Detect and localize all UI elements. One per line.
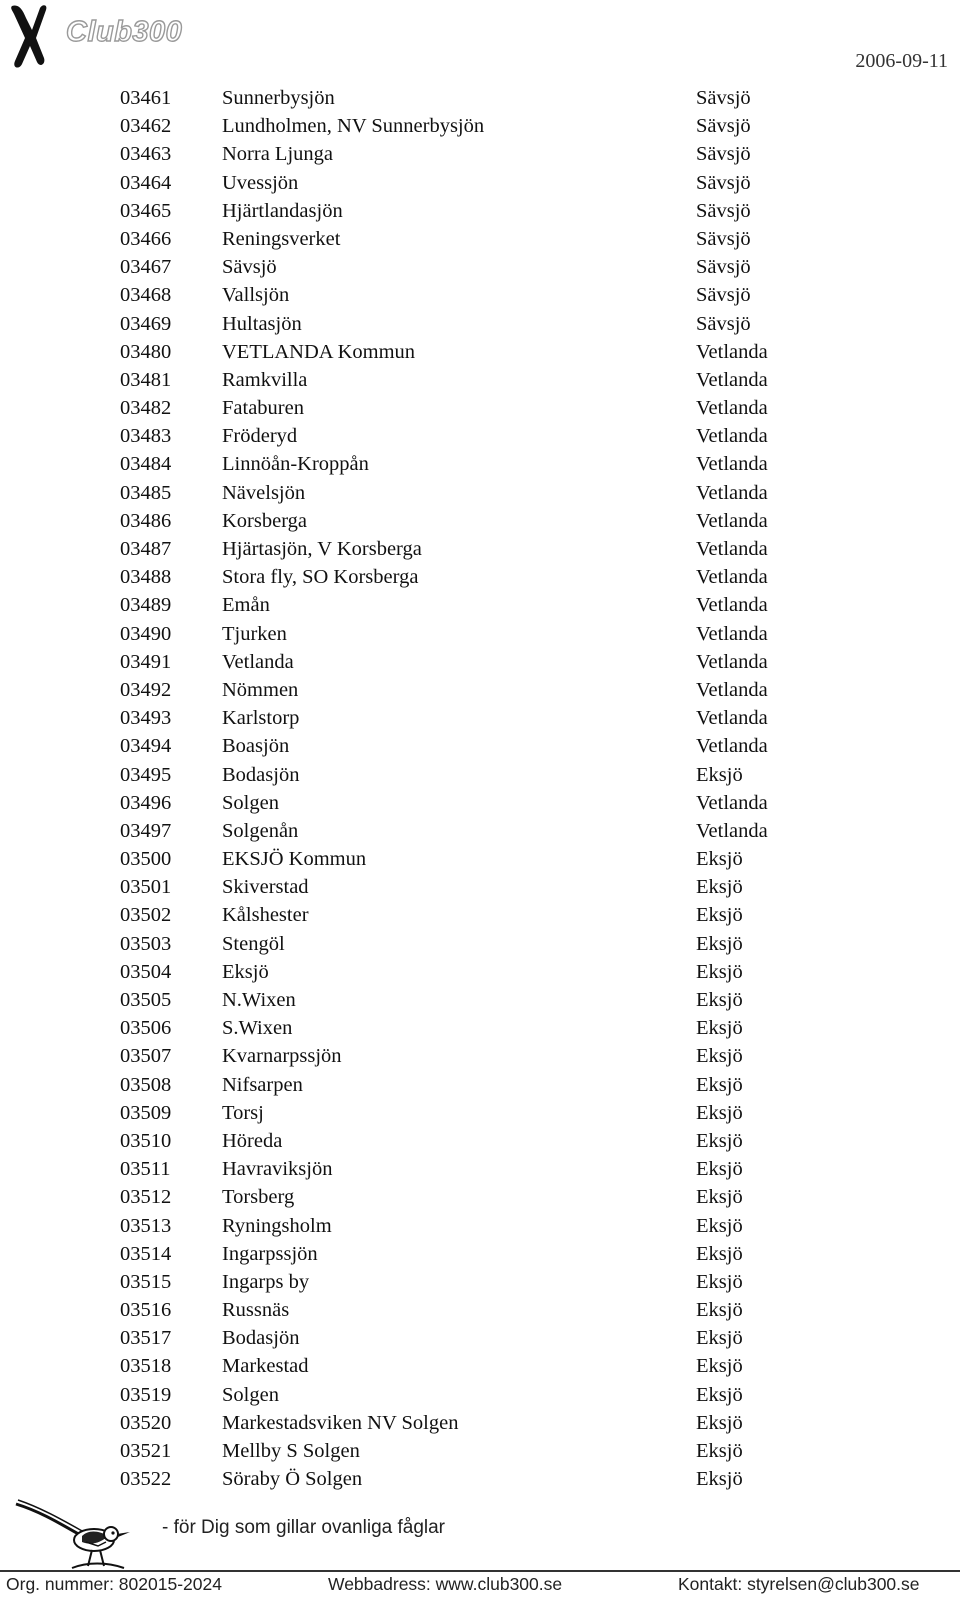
table-row xyxy=(0,1324,960,1352)
site-name: Söraby Ö Solgen xyxy=(222,1468,363,1491)
site-code: 03487 xyxy=(120,538,172,560)
bird-drawing-icon xyxy=(12,1496,132,1572)
site-code: 03512 xyxy=(120,1186,172,1209)
site-municipality: Sävsjö xyxy=(696,284,751,307)
site-code: 03491 xyxy=(120,650,172,673)
site-code: 03517 xyxy=(120,1327,172,1350)
site-name: Markestadsviken NV Solgen xyxy=(222,1411,459,1434)
table-row xyxy=(0,310,960,338)
site-code: 03508 xyxy=(120,1073,172,1096)
table-row xyxy=(0,1099,960,1127)
site-code: 03486 xyxy=(120,509,172,532)
footer-web-address[interactable]: Webbadress: www.club300.se xyxy=(328,1574,563,1594)
site-municipality: Vetlanda xyxy=(696,594,768,617)
site-code: 03488 xyxy=(120,566,172,589)
site-name: Bodasjön xyxy=(222,1327,300,1350)
site-code: 03520 xyxy=(120,1411,172,1434)
site-municipality: Vetlanda xyxy=(696,791,768,814)
site-name: Eksjö xyxy=(222,960,269,983)
site-code: 03521 xyxy=(120,1440,172,1462)
site-code: 03466 xyxy=(120,227,172,250)
site-municipality: Vetlanda xyxy=(696,481,768,504)
site-name: Mellby S Solgen xyxy=(222,1440,360,1462)
site-municipality: Vetlanda xyxy=(696,368,768,391)
site-code: 03490 xyxy=(120,622,172,645)
site-name: Torsj xyxy=(222,1101,264,1124)
table-row xyxy=(0,338,960,366)
site-code: 03514 xyxy=(120,1242,172,1265)
site-code: 03469 xyxy=(120,312,172,335)
site-municipality: Eksjö xyxy=(696,1355,743,1378)
table-row xyxy=(0,1437,960,1465)
site-municipality: Eksjö xyxy=(696,1411,743,1434)
site-name: Ingarpssjön xyxy=(222,1242,318,1265)
table-row xyxy=(0,1352,960,1380)
site-code: 03511 xyxy=(120,1158,171,1181)
site-name: Stengöl xyxy=(222,932,285,955)
site-municipality: Eksjö xyxy=(696,1383,743,1406)
site-code: 03500 xyxy=(120,848,172,871)
table-row xyxy=(0,732,960,760)
site-name: Nävelsjön xyxy=(222,481,306,504)
table-row xyxy=(0,1296,960,1324)
site-name: Ingarps by xyxy=(222,1270,310,1293)
table-row xyxy=(0,1409,960,1437)
site-municipality: Vetlanda xyxy=(696,509,768,532)
site-name: Linnöån-Kroppån xyxy=(222,453,369,476)
table-row xyxy=(0,873,960,901)
site-name: Solgen xyxy=(222,791,279,814)
site-municipality: Eksjö xyxy=(696,1073,743,1096)
site-code: 03496 xyxy=(120,791,172,814)
table-row xyxy=(0,84,960,112)
site-name: Skiverstad xyxy=(222,876,309,899)
table-row xyxy=(0,507,960,535)
site-code: 03465 xyxy=(120,199,172,222)
table-row xyxy=(0,169,960,197)
table-row xyxy=(0,789,960,817)
site-list xyxy=(0,84,960,1493)
site-name: Korsberga xyxy=(222,509,308,532)
site-name: Emån xyxy=(222,594,270,617)
site-code: 03495 xyxy=(120,763,172,786)
site-code: 03515 xyxy=(120,1270,172,1293)
table-row xyxy=(0,1381,960,1409)
table-row xyxy=(0,761,960,789)
table-row xyxy=(0,112,960,140)
table-row xyxy=(0,563,960,591)
site-municipality: Sävsjö xyxy=(696,115,751,138)
table-row xyxy=(0,845,960,873)
table-row xyxy=(0,1071,960,1099)
site-municipality: Eksjö xyxy=(696,1468,743,1491)
table-row xyxy=(0,281,960,309)
site-code: 03467 xyxy=(120,256,172,279)
table-row xyxy=(0,1465,960,1493)
site-code: 03489 xyxy=(120,594,172,617)
site-code: 03485 xyxy=(120,481,172,504)
site-municipality: Vetlanda xyxy=(696,566,768,589)
site-municipality: Eksjö xyxy=(696,904,743,927)
site-name: Reningsverket xyxy=(222,227,341,250)
table-row xyxy=(0,817,960,845)
site-name: Kålshester xyxy=(222,904,309,927)
site-name: Höreda xyxy=(222,1129,283,1152)
site-code: 03464 xyxy=(120,171,172,194)
site-municipality: Vetlanda xyxy=(696,453,768,476)
table-row xyxy=(0,1014,960,1042)
table-row xyxy=(0,930,960,958)
site-name: Hjärtasjön, V Korsberga xyxy=(222,538,422,560)
site-code: 03519 xyxy=(120,1383,172,1406)
footer-contact[interactable]: Kontakt: styrelsen@club300.se xyxy=(678,1574,920,1594)
table-row xyxy=(0,986,960,1014)
table-row xyxy=(0,1127,960,1155)
table-row xyxy=(0,197,960,225)
site-name: S.Wixen xyxy=(222,1017,293,1040)
site-municipality: Sävsjö xyxy=(696,256,751,279)
table-row xyxy=(0,1212,960,1240)
site-municipality: Eksjö xyxy=(696,1214,743,1237)
site-code: 03484 xyxy=(120,453,172,476)
table-row xyxy=(0,1268,960,1296)
site-municipality: Sävsjö xyxy=(696,143,751,166)
site-code: 03483 xyxy=(120,425,172,448)
site-name: Nömmen xyxy=(222,678,299,701)
site-name: Ryningsholm xyxy=(222,1214,332,1237)
site-code: 03522 xyxy=(120,1468,172,1491)
site-code: 03503 xyxy=(120,932,172,955)
site-code: 03480 xyxy=(120,340,172,363)
site-code: 03509 xyxy=(120,1101,172,1124)
x-logo-icon xyxy=(4,0,64,72)
site-name: Tjurken xyxy=(222,622,287,645)
site-name: Solgenån xyxy=(222,819,299,842)
site-name: Kvarnarpssjön xyxy=(222,1045,342,1068)
site-municipality: Vetlanda xyxy=(696,397,768,420)
site-name: Hjärtlandasjön xyxy=(222,199,343,222)
site-municipality: Vetlanda xyxy=(696,707,768,730)
site-name: Karlstorp xyxy=(222,707,300,730)
site-name: N.Wixen xyxy=(222,989,296,1011)
site-municipality: Vetlanda xyxy=(696,819,768,842)
site-municipality: Sävsjö xyxy=(696,171,751,194)
table-row xyxy=(0,958,960,986)
site-municipality: Sävsjö xyxy=(696,227,751,250)
table-row xyxy=(0,1240,960,1268)
site-name: Stora fly, SO Korsberga xyxy=(222,566,419,589)
table-row xyxy=(0,394,960,422)
site-municipality: Eksjö xyxy=(696,763,743,786)
site-municipality: Eksjö xyxy=(696,1440,743,1462)
site-municipality: Vetlanda xyxy=(696,678,768,701)
table-row xyxy=(0,676,960,704)
table-row xyxy=(0,366,960,394)
site-name: Nifsarpen xyxy=(222,1073,303,1096)
site-municipality: Vetlanda xyxy=(696,425,768,448)
site-name: Bodasjön xyxy=(222,763,300,786)
site-name: Vetlanda xyxy=(222,650,294,673)
site-name: Torsberg xyxy=(222,1186,295,1209)
site-municipality: Eksjö xyxy=(696,1299,743,1322)
site-code: 03492 xyxy=(120,678,172,701)
table-row xyxy=(0,1042,960,1070)
site-municipality: Sävsjö xyxy=(696,87,751,109)
site-name: Markestad xyxy=(222,1355,309,1378)
table-row xyxy=(0,535,960,563)
site-municipality: Eksjö xyxy=(696,1327,743,1350)
site-name: Lundholmen, NV Sunnerbysjön xyxy=(222,115,485,138)
table-row xyxy=(0,1183,960,1211)
site-name: Havraviksjön xyxy=(222,1158,333,1181)
site-code: 03482 xyxy=(120,397,172,420)
club300-logo xyxy=(4,0,219,72)
site-name: Ramkvilla xyxy=(222,368,308,391)
site-municipality: Vetlanda xyxy=(696,650,768,673)
site-municipality: Vetlanda xyxy=(696,735,768,758)
site-municipality: Sävsjö xyxy=(696,312,751,335)
site-name: VETLANDA Kommun xyxy=(222,340,416,363)
site-name: Uvessjön xyxy=(222,171,299,194)
site-municipality: Eksjö xyxy=(696,1270,743,1293)
table-row xyxy=(0,253,960,281)
site-name: Hultasjön xyxy=(222,312,302,335)
site-municipality: Eksjö xyxy=(696,1129,743,1152)
table-row xyxy=(0,450,960,478)
site-code: 03462 xyxy=(120,115,172,138)
site-code: 03507 xyxy=(120,1045,172,1068)
table-row xyxy=(0,704,960,732)
table-row xyxy=(0,901,960,929)
site-code: 03497 xyxy=(120,819,172,842)
site-code: 03510 xyxy=(120,1129,172,1152)
site-municipality: Sävsjö xyxy=(696,199,751,222)
site-code: 03494 xyxy=(120,735,172,758)
table-row xyxy=(0,140,960,168)
site-code: 03506 xyxy=(120,1017,172,1040)
document-date: 2006-09-11 xyxy=(855,50,948,72)
site-name: Vallsjön xyxy=(222,284,290,307)
table-row xyxy=(0,648,960,676)
site-code: 03493 xyxy=(120,707,172,730)
table-row xyxy=(0,591,960,619)
site-code: 03463 xyxy=(120,143,172,166)
site-code: 03461 xyxy=(120,87,172,109)
site-municipality: Vetlanda xyxy=(696,340,768,363)
site-code: 03505 xyxy=(120,989,172,1011)
table-row xyxy=(0,620,960,648)
site-name: Solgen xyxy=(222,1383,279,1406)
site-municipality: Eksjö xyxy=(696,1158,743,1181)
site-code: 03481 xyxy=(120,368,172,391)
site-code: 03513 xyxy=(120,1214,172,1237)
site-code: 03504 xyxy=(120,960,172,983)
site-name: Sävsjö xyxy=(222,256,277,279)
site-name: Fröderyd xyxy=(222,425,298,448)
site-municipality: Eksjö xyxy=(696,932,743,955)
footer-divider xyxy=(0,1570,960,1572)
site-municipality: Eksjö xyxy=(696,1101,743,1124)
site-code: 03468 xyxy=(120,284,172,307)
site-code: 03502 xyxy=(120,904,172,927)
site-code: 03518 xyxy=(120,1355,172,1378)
site-municipality: Eksjö xyxy=(696,848,743,871)
table-row xyxy=(0,479,960,507)
table-row xyxy=(0,1155,960,1183)
footer-tagline: - för Dig som gillar ovanliga fåglar xyxy=(162,1517,446,1538)
table-row xyxy=(0,225,960,253)
site-municipality: Eksjö xyxy=(696,1242,743,1265)
table-row xyxy=(0,422,960,450)
logo-wordmark: Club300 xyxy=(66,16,183,48)
site-name: EKSJÖ Kommun xyxy=(222,848,367,871)
site-municipality: Vetlanda xyxy=(696,622,768,645)
site-name: Fataburen xyxy=(222,397,304,420)
site-municipality: Vetlanda xyxy=(696,538,768,560)
site-name: Boasjön xyxy=(222,735,290,758)
site-municipality: Eksjö xyxy=(696,1186,743,1209)
site-name: Sunnerbysjön xyxy=(222,87,335,109)
footer-org-number: Org. nummer: 802015-2024 xyxy=(6,1574,222,1594)
site-municipality: Eksjö xyxy=(696,960,743,983)
site-municipality: Eksjö xyxy=(696,1045,743,1068)
site-code: 03516 xyxy=(120,1299,172,1322)
site-code: 03501 xyxy=(120,876,172,899)
site-municipality: Eksjö xyxy=(696,989,743,1011)
site-municipality: Eksjö xyxy=(696,1017,743,1040)
site-name: Norra Ljunga xyxy=(222,143,333,166)
site-municipality: Eksjö xyxy=(696,876,743,899)
site-name: Russnäs xyxy=(222,1299,290,1322)
